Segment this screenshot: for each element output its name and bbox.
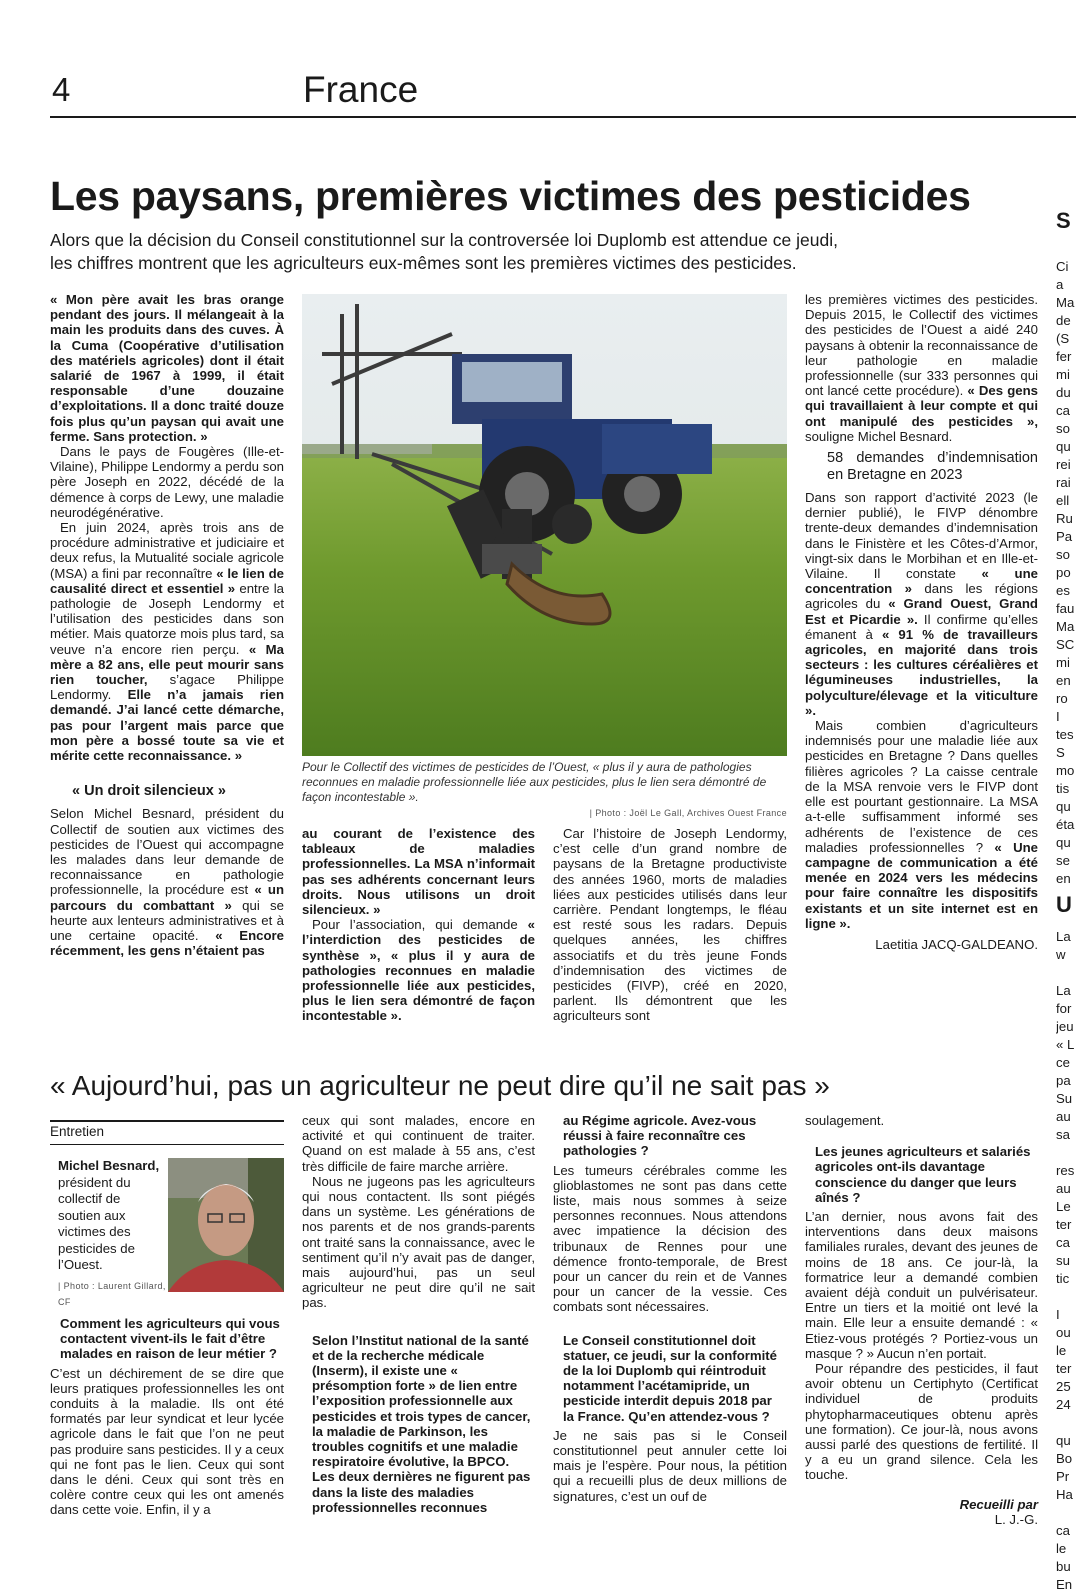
tractor-spraying-photo bbox=[302, 294, 787, 756]
clipped-text-fragment: es bbox=[1056, 583, 1070, 598]
clipped-text-fragment: en bbox=[1056, 673, 1071, 688]
clipped-text-fragment: S bbox=[1056, 745, 1065, 760]
clipped-text-fragment: ell bbox=[1056, 493, 1070, 508]
clipped-text-fragment: w bbox=[1056, 947, 1066, 962]
clipped-text-fragment: ou bbox=[1056, 1325, 1071, 1340]
clipped-text-fragment: Le bbox=[1056, 1199, 1071, 1214]
clipped-text-fragment: mi bbox=[1056, 655, 1070, 670]
article-headline: Les paysans, premières victimes des pesticides bbox=[50, 173, 971, 219]
clipped-text-fragment: so bbox=[1056, 421, 1070, 436]
interview-answer: L’an dernier, nous avons fait des interventions dans deux maisons familiales rurales, devant des jeunes de moins de 18 ans. Ce jour-là, la formatrice leur a demandé combien avaient déjà conduit un pulvérisateur. Entre un tiers et la moitié ont levé la main. Elle leur a ensuite demandé : « Etiez-vous protégés ? Portiez-vous un masque ? » Aucun n’en portait. bbox=[805, 1209, 1038, 1361]
interview-headline: « Aujourd’hui, pas un agriculteur ne peut dire qu’il ne sait pas » bbox=[50, 1070, 830, 1101]
paragraph: Dans le pays de Fougères (Ille-et-Vilaine), Philippe Lendormy a perdu son père Joseph en 2022, décédé de la démence à corps de Lewy, une maladie neurodégénérative. bbox=[50, 444, 284, 520]
article-column-3 bbox=[553, 826, 787, 1024]
clipped-text-fragment: 24 bbox=[1056, 1397, 1071, 1412]
paragraph: Dans son rapport d’activité 2023 (le dernier publié), le FIVP dénombre trente-deux demandes d’indemnisation dans le Finistère et les Côtes-d’Armor, vingt-six dans le Morbihan et en Ille-et-Vilaine. Il constate « une concentration » dans les régions agricoles du « Grand Ouest, Grand Est et Picardie ». Il confirme qu’elles émanent à « 91 % de travailleurs agricoles, en majorité dans trois secteurs : les cultures céréalières et légumineuses industrielles, la polyculture/élevage et la viticulture ». bbox=[805, 490, 1038, 718]
clipped-text-fragment: tes bbox=[1056, 727, 1074, 742]
clipped-text-fragment: ca bbox=[1056, 1523, 1070, 1538]
interview-answer: ceux qui sont malades, encore en activité et qui continuent de traiter. Quand on est malade à 55 ans, c’est très difficile de faire marche arrière. bbox=[302, 1113, 535, 1174]
interview-question: Le Conseil constitutionnel doit statuer, ce jeudi, sur la conformité de la loi Duplomb qui réintroduit notamment l’acétamipride, un pesticide interdit depuis 2018 par la France. Qu’en attendez-vous ? bbox=[563, 1332, 777, 1424]
clipped-text-fragment: Pr bbox=[1056, 1469, 1070, 1484]
clipped-text-fragment: La bbox=[1056, 929, 1071, 944]
clipped-text-fragment: du bbox=[1056, 385, 1071, 400]
clipped-text-fragment: En bbox=[1056, 1577, 1073, 1592]
interview-question: Selon l’Institut national de la santé et de la recherche médicale (Inserm), il existe une « présomption forte » de lien entre l’exposition professionnelle aux pesticides et trois types de cancer, la maladie de Parkinson, les troubles cognitifs et une maladie respiratoire évolutive, la BPCO. Les deux dernières ne figurent pas dans la liste des maladies professionnelles reconnues bbox=[312, 1332, 531, 1515]
article-dek-line-1: Alors que la décision du Conseil constitutionnel sur la controversée loi Duplomb est attendue ce jeudi, bbox=[50, 230, 838, 250]
paragraph: Pour l’association, qui demande « l’interdiction des pesticides de synthèse », « plus il y aura de pathologies reconnues en maladie professionnelle liée aux pesticides, plus le lien sera démontré de façon incontestable ». bbox=[302, 917, 535, 1024]
interview-column-4 bbox=[805, 1113, 1038, 1527]
paragraph: Selon Michel Besnard, président du Collectif de soutien aux victimes des pesticides de l’Ouest qui accompagne les malades dans leur demande de reconnaissance en pathologie professionnelle, la procédure est « un parcours du combattant » qui se heurte aux lenteurs administratives et à une certaine opacité. « Encore récemment, les gens n’étaient pas bbox=[50, 806, 285, 959]
interview-answer: Je ne sais pas si le Conseil constitutionnel peut annuler cette loi mais je l’espère. Pour nous, la pétition qui a recueilli plus de deux millions de signatures, c’est un ouf de bbox=[553, 1427, 787, 1504]
interview-column-3 bbox=[553, 1113, 787, 1504]
clipped-text-fragment: se bbox=[1056, 853, 1070, 868]
clipped-text-fragment: éta bbox=[1056, 817, 1075, 832]
clipped-text-fragment: mi bbox=[1056, 367, 1070, 382]
clipped-text-fragment: Ma bbox=[1056, 619, 1075, 634]
clipped-text-fragment bbox=[1056, 1504, 1076, 1522]
clipped-text-fragment: for bbox=[1056, 1001, 1072, 1016]
clipped-text-fragment: de bbox=[1056, 313, 1071, 328]
clipped-text-fragment: sa bbox=[1056, 1127, 1070, 1142]
article-byline: Laetitia JACQ-GALDEANO. bbox=[875, 936, 1038, 952]
clipped-text-fragment: ce bbox=[1056, 1055, 1070, 1070]
portrait-credit: | Photo : Laurent Gillard, CF bbox=[58, 1280, 166, 1307]
interview-answer: C’est un déchirement de se dire que leurs pratiques professionnelles les ont conduits à la maladie. Ils ont été formatés par leur syndicat et leur lycée agricole dans le fait que l’on ne peut pas produire sans pesticides. Il y a ceux qui ne font pas le lien. Ceux qui sont dans le déni. Ceux qui sont très en colère contre ceux qui les ont amenés dans cette voie. Enfin, il y a bbox=[50, 1365, 284, 1518]
photo-caption: Pour le Collectif des victimes de pesticides de l’Ouest, « plus il y aura de pathologies reconnues en maladie professionnelle liée aux pesticides, plus le lien sera démontré de façon incontestable ». | Photo : Joël Le Gall, Archives Ouest France bbox=[302, 760, 787, 821]
clipped-text-fragment bbox=[1056, 964, 1076, 982]
clipped-text-fragment: po bbox=[1056, 565, 1071, 580]
clipped-text-fragment: en bbox=[1056, 871, 1071, 886]
interview-answer: Pour répandre des pesticides, il faut avoir obtenu un Certiphyto (Certificat individuel de produits phytopharmaceutiques obtenu après une formation). Ce jour-là, nous avons aussi parlé des questions de fertilité. Il y a eu un grand silence. Cela les touche. bbox=[805, 1361, 1038, 1483]
clipped-text-fragment: mo bbox=[1056, 763, 1075, 778]
clipped-text-fragment: Pa bbox=[1056, 529, 1073, 544]
clipped-text-fragment: 25 bbox=[1056, 1379, 1071, 1394]
clipped-text-fragment: I bbox=[1056, 709, 1060, 724]
clipped-text-fragment: le bbox=[1056, 1541, 1067, 1556]
interview-column-2 bbox=[302, 1113, 535, 1519]
subhead-58-demandes: 58 demandes d’indemnisation en Bretagne en 2023 bbox=[827, 450, 1038, 484]
clipped-text-fragment: Bo bbox=[1056, 1451, 1073, 1466]
subhead-droit-silencieux: « Un droit silencieux » bbox=[72, 783, 226, 800]
clipped-text-fragment: fau bbox=[1056, 601, 1075, 616]
clipped-text-fragment: Ci bbox=[1056, 259, 1069, 274]
article-dek-line-2: les chiffres montrent que les agriculteurs eux-mêmes sont les premières victimes des pesticides. bbox=[50, 253, 797, 273]
clipped-text-fragment: La bbox=[1056, 983, 1071, 998]
clipped-text-fragment: SC bbox=[1056, 637, 1075, 652]
clipped-text-fragment bbox=[1056, 1144, 1076, 1162]
interview-question: Comment les agriculteurs qui vous contactent vivent-ils le fait d’être malades en raison de leur métier ? bbox=[60, 1316, 280, 1362]
interview-byline-initials: L. J.-G. bbox=[994, 1511, 1038, 1527]
paragraph: au courant de l’existence des tableaux de maladies professionnelles. La MSA n’informait pas ses adhérents concernant leurs droits. Nous utilisons un droit silencieux. » bbox=[302, 826, 535, 918]
interviewee-portrait bbox=[168, 1158, 284, 1292]
clipped-text-fragment: Ru bbox=[1056, 511, 1073, 526]
clipped-text-fragment: tic bbox=[1056, 1271, 1070, 1286]
clipped-right-column-bottom bbox=[1056, 928, 1076, 1594]
clipped-text-fragment: pa bbox=[1056, 1073, 1071, 1088]
clipped-text-fragment: ro bbox=[1056, 691, 1068, 706]
clipped-text-fragment: ter bbox=[1056, 1361, 1072, 1376]
opening-quote: « Mon père avait les bras orange pendant des jours. Il mélangeait à la main les produits dans des cuves. À la Cuma (Coopérative d’utilisation des matériels agricoles) dont il était salarié de 1967 à 1999, il était responsable d’une douzaine d’exploitations. Il a donc traité douze fois plus qu’un paysan qui avait une ferme. Sans protection. » bbox=[50, 292, 284, 444]
page-number: 4 bbox=[52, 71, 71, 108]
interview-byline-label: Recueilli par bbox=[959, 1496, 1038, 1512]
interview-rubric: Entretien bbox=[50, 1120, 284, 1145]
interview-question: Les jeunes agriculteurs et salariés agricoles ont-ils davantage conscience du danger que leurs aînés ? bbox=[815, 1144, 1031, 1205]
clipped-text-fragment: I bbox=[1056, 1307, 1060, 1322]
header-rule bbox=[50, 116, 1076, 118]
clipped-text-fragment: qu bbox=[1056, 799, 1071, 814]
clipped-text-fragment: rei bbox=[1056, 457, 1071, 472]
article-column-1 bbox=[50, 292, 284, 958]
clipped-text-fragment bbox=[1056, 240, 1076, 258]
clipped-text-fragment: ca bbox=[1056, 403, 1070, 418]
clipped-text-fragment: qu bbox=[1056, 439, 1071, 454]
interview-question: au Régime agricole. Avez-vous réussi à faire reconnaître ces pathologies ? bbox=[563, 1113, 757, 1159]
clipped-text-fragment: Su bbox=[1056, 1091, 1073, 1106]
clipped-text-fragment bbox=[1056, 1414, 1076, 1432]
clipped-text-fragment: le bbox=[1056, 1343, 1067, 1358]
clipped-text-fragment: tis bbox=[1056, 781, 1070, 796]
clipped-text-fragment: fer bbox=[1056, 349, 1072, 364]
clipped-text-fragment: au bbox=[1056, 1109, 1071, 1124]
clipped-text-fragment: ter bbox=[1056, 1217, 1072, 1232]
clipped-text-fragment: bu bbox=[1056, 1559, 1071, 1574]
interviewee-name: Michel Besnard, bbox=[58, 1158, 160, 1173]
clipped-text-fragment: so bbox=[1056, 547, 1070, 562]
paragraph: les premières victimes des pesticides. Depuis 2015, le Collectif des victimes des pesticides de l’Ouest a aidé 240 paysans à obtenir la reconnaissance de leur pathologie en maladie professionnelle (sur 333 personnes qui ont lancé cette procédure). « Des gens qui travaillaient à leur compte et qui ont manipulé des pesticides », souligne Michel Besnard. bbox=[805, 292, 1038, 444]
portrait-caption: Michel Besnard, président du collectif de soutien aux victimes des pesticides de l’Ouest. | Photo : Laurent Gillard, CF bbox=[58, 1158, 166, 1311]
clipped-right-title-bottom: U bbox=[1056, 892, 1072, 917]
paragraph: En juin 2024, après trois ans de procédure administrative et judiciaire et deux refus, la Mutualité sociale agricole (MSA) a fini par reconnaître « le lien de causalité direct et essentiel » entre la pathologie de Joseph Lendormy et l’utilisation des pesticides dans son métier. Mais quatorze mois plus tard, sa veuve n’a encore rien perçu. « Ma mère a 82 ans, elle peut mourir sans rien toucher, s’agace Philippe Lendormy. Elle n’a jamais rien demandé. J’ai lancé cette démarche, pas pour l’argent mais parce que mon père a bossé toute sa vie et mérite cette reconnaissance. » bbox=[50, 520, 284, 764]
article-column-2 bbox=[302, 826, 535, 1024]
clipped-text-fragment: qu bbox=[1056, 1433, 1071, 1448]
interview-column-1 bbox=[50, 1312, 284, 1518]
clipped-text-fragment: « L bbox=[1056, 1037, 1075, 1052]
clipped-text-fragment: jeu bbox=[1056, 1019, 1074, 1034]
clipped-text-fragment: su bbox=[1056, 1253, 1070, 1268]
interview-answer: Les tumeurs cérébrales comme les glioblastomes ne sont pas dans cette liste, mais nous sommes à seize personnes reconnues. Nous attendons avec impatience la décision des tribunaux de Rennes pour une démence fronto-temporale, de Brest pour un cancer du rein et de Vannes pour un cancer de la vessie. Ces combats sont nécessaires. bbox=[553, 1162, 787, 1315]
clipped-text-fragment: a bbox=[1056, 277, 1064, 292]
interview-answer: Nous ne jugeons pas les agriculteurs qui nous contactent. Ils sont piégés dans un système. Les générations de nos parents et de nos grands-parents ont traité sans la connaissance, avec le sentiment qu’il n’y avait pas de danger, mais aujourd’hui, pas un seul agriculteur ne peut dire qu’il ne sait pas. bbox=[302, 1173, 535, 1311]
clipped-text-fragment bbox=[1056, 1288, 1076, 1306]
paragraph: Car l’histoire de Joseph Lendormy, c’est celle d’un grand nombre de paysans de la Bretagne productiviste des années 1960, morts de maladies liées aux pesticides utilisés dans leur carrière. Pendant longtemps, le fléau est resté sous les radars. Depuis quelques années, les chiffres associatifs et du très jeune Fonds d’indemnisation des victimes de pesticides (FIVP), créé en 2020, parlent. Ils démontrent que les agriculteurs sont bbox=[553, 826, 787, 1024]
section-title: France bbox=[303, 69, 419, 110]
clipped-right-column-top bbox=[1056, 240, 1076, 888]
interview-answer: soulagement. bbox=[805, 1113, 885, 1128]
clipped-right-title-top: S bbox=[1056, 208, 1071, 233]
clipped-text-fragment: rai bbox=[1056, 475, 1071, 490]
clipped-text-fragment: Ha bbox=[1056, 1487, 1073, 1502]
clipped-text-fragment: (S bbox=[1056, 331, 1070, 346]
clipped-text-fragment: Ma bbox=[1056, 295, 1075, 310]
clipped-text-fragment: qu bbox=[1056, 835, 1071, 850]
clipped-text-fragment: au bbox=[1056, 1181, 1071, 1196]
article-column-4 bbox=[805, 292, 1038, 952]
paragraph: Mais combien d’agriculteurs indemnisés pour une maladie liée aux pesticides en Bretagne ? Dans quelles filières agricoles ? La caisse centrale de la MSA renvoie vers le FIVP dont elle est pourtant gestionnaire. La MSA a-t-elle suffisamment informé ses adhérents de l’existence de ces maladies professionnelles ? « Une campagne de communication a été menée en 2024 vers les médecins pour faire connaître les dispositifs existants et un site internet est en ligne ». bbox=[805, 718, 1038, 931]
photo-credit: | Photo : Joël Le Gall, Archives Ouest France bbox=[589, 808, 787, 818]
clipped-text-fragment: ca bbox=[1056, 1235, 1070, 1250]
clipped-text-fragment: res bbox=[1056, 1163, 1075, 1178]
